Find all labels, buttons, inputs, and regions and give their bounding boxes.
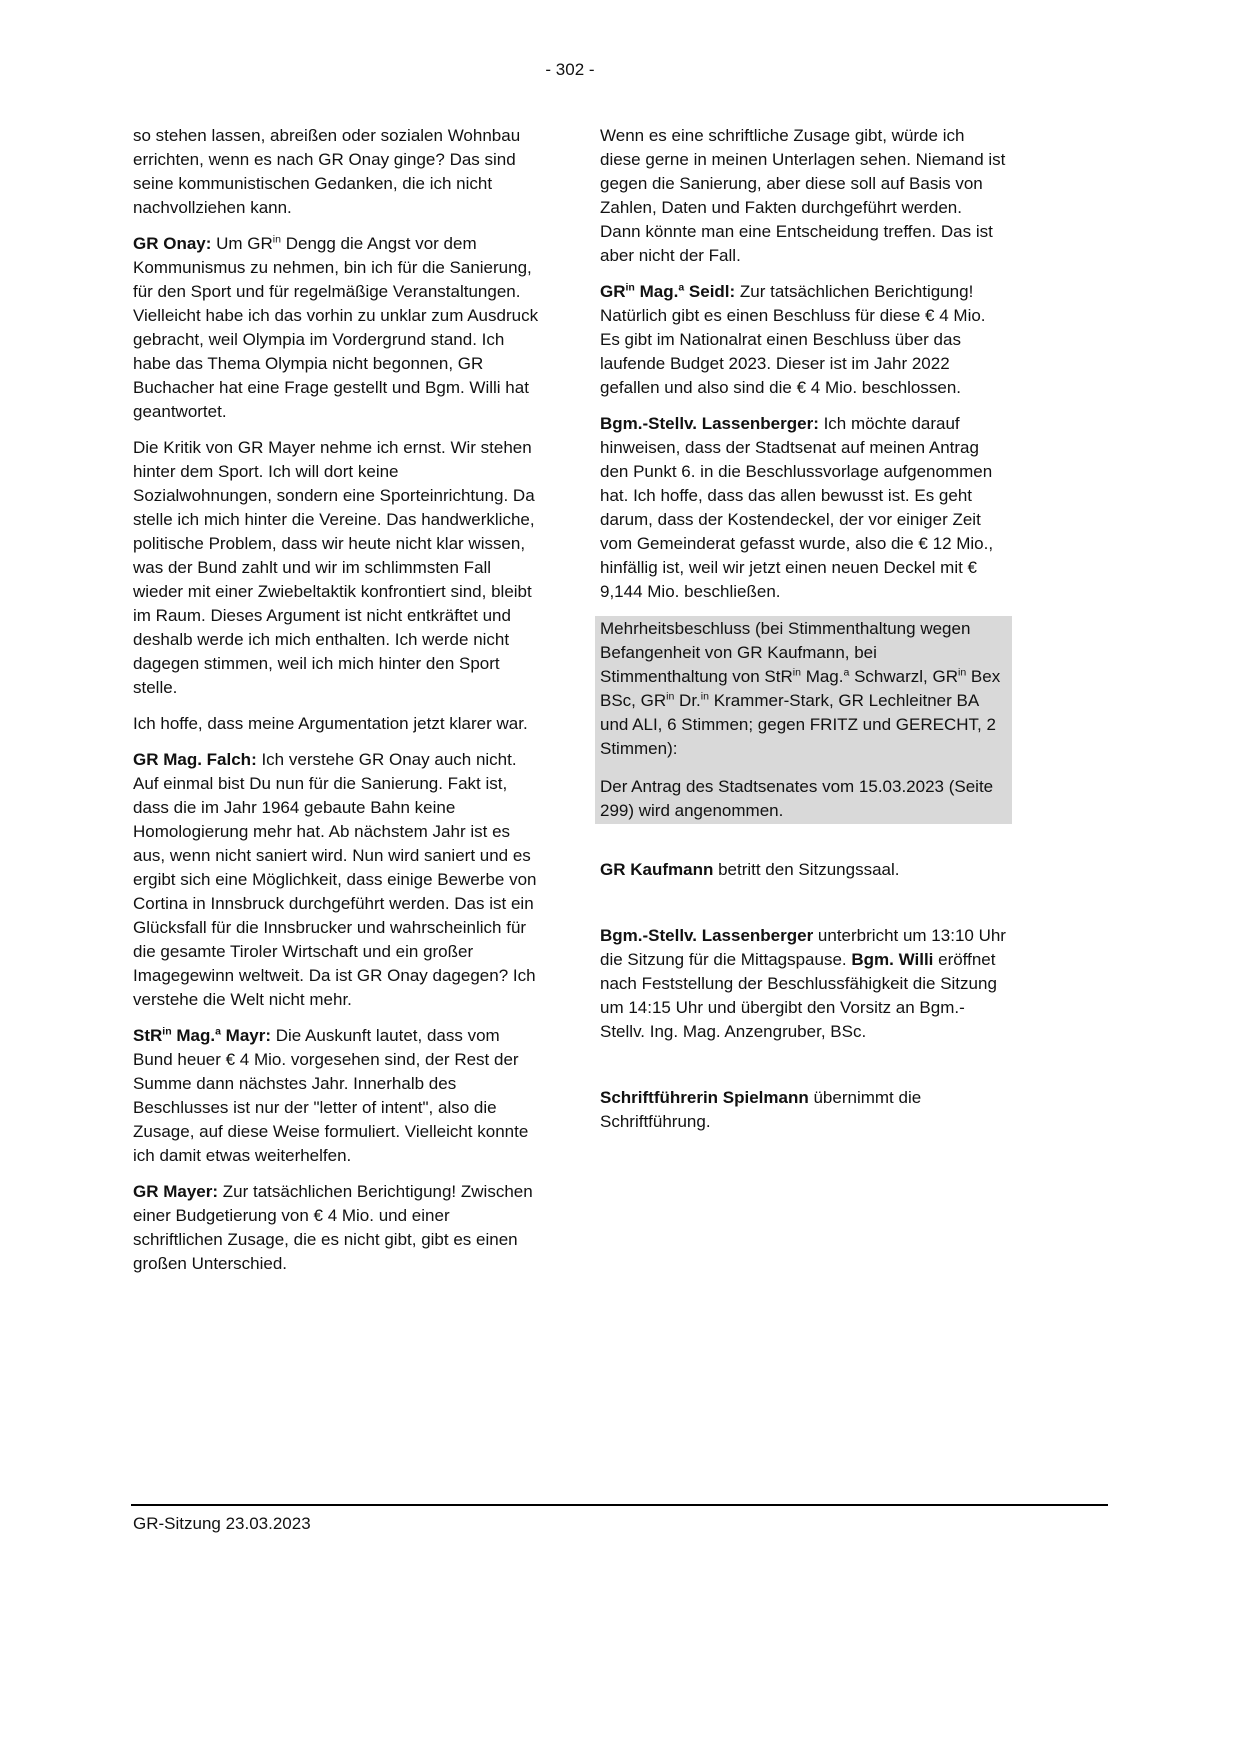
paragraph (600, 412, 1007, 604)
text-run: übernimmt die Schriftführung. (600, 1088, 922, 1131)
speaker-name: a (215, 1025, 221, 1038)
text-run: Mag. (800, 667, 844, 686)
paragraph (600, 1086, 1007, 1134)
speaker-name: Bgm.-Stellv. Lassenberger: (600, 414, 819, 433)
text-run: eröffnet nach Feststellung der Beschlussfähigkeit die Sitzung um 14:15 Uhr und übergibt den Vorsitz an Bgm.-Stellv. Ing. Mag. Anzengruber, BSc. (600, 950, 997, 1041)
speaker-name: Mayr: (220, 1026, 272, 1045)
content-columns (133, 124, 1007, 1288)
text-run: Um GR (211, 234, 273, 253)
paragraph (600, 924, 1007, 1044)
text-run: Zur tatsächlichen Berichtigung! Natürlich gibt es einen Beschluss für diese € 4 Mio. Es gibt im Nationalrat einen Beschluss über das laufende Budget 2023. Dieser ist im Jahr 2022 gefallen und also sind die € 4 Mio. beschlossen. (600, 282, 986, 397)
paragraph (133, 1180, 540, 1276)
superscript: in (700, 690, 709, 703)
page-number: - 302 - (545, 60, 595, 79)
text-run: Ich hoffe, dass meine Argumentation jetzt klarer war. (133, 714, 528, 733)
text-run: Mehrheitsbeschluss (bei Stimmenthaltung wegen Befangenheit von GR Kaufmann, bei Stimmenthaltung von StR (600, 619, 971, 686)
superscript: a (843, 666, 850, 679)
speaker-name: GR Onay: (133, 234, 212, 253)
paragraph (133, 1024, 540, 1168)
paragraph (133, 748, 540, 1012)
text-run: Zur tatsächlichen Berichtigung! Zwischen einer Budgetierung von € 4 Mio. und einer schriftlichen Zusage, die es nicht gibt, gibt es einen großen Unterschied. (133, 1182, 533, 1273)
speaker-name: in (162, 1025, 172, 1038)
speaker-name: Mag. (171, 1026, 216, 1045)
speaker-name: Schriftführerin Spielmann (600, 1088, 809, 1107)
text-run: Ich möchte darauf hinweisen, dass der Stadtsenat auf meinen Antrag den Punkt 6. in die Beschlussvorlage aufgenommen hat. Ich hoffe, dass das allen bewusst ist. Es geht darum, dass der Kostendeckel, der vor einiger Zeit vom Gemeinderat gefasst wurde, also die € 12 Mio., hinfällig ist, weil wir jetzt einen neuen Deckel mit € 9,144 Mio. beschließen. (600, 414, 994, 601)
right-column (600, 124, 1007, 1288)
speaker-name: Bgm. Willi (851, 950, 934, 969)
speaker-name: Seidl: (684, 282, 736, 301)
speaker-name: a (678, 281, 685, 294)
resolution-highlight-paragraph (595, 774, 1012, 824)
text-run: Wenn es eine schriftliche Zusage gibt, würde ich diese gerne in meinen Unterlagen sehen. Niemand ist gegen die Sanierung, aber diese soll auf Basis von Zahlen, Daten und Fakten durchgeführt werden. Dann könnte man eine Entscheidung treffen. Das ist aber nicht der Fall. (600, 126, 1006, 265)
superscript: in (958, 666, 967, 679)
text-run: Die Auskunft lautet, dass vom Bund heuer € 4 Mio. vorgesehen sind, der Rest der Summe dann nächstes Jahr. Innerhalb des Beschlusses ist nur der "letter of intent", also die Zusage, auf diese Weise formuliert. Vielleicht konnte ich damit etwas weiterhelfen. (133, 1026, 529, 1165)
superscript: in (272, 233, 281, 246)
text-run: Dr. (674, 691, 701, 710)
text-run: unterbricht um 13:10 Uhr die Sitzung für die Mittagspause. (600, 926, 1006, 969)
text-run: so stehen lassen, abreißen oder sozialen Wohnbau errichten, wenn es nach GR Onay ginge? Das sind seine kommunistischen Gedanken, die ich nicht nachvollziehen kann. (133, 126, 521, 217)
superscript: in (792, 666, 801, 679)
speaker-name: in (625, 281, 635, 294)
text-run: Schwarzl, GR (849, 667, 958, 686)
footer-divider (131, 1504, 1108, 1506)
paragraph (600, 124, 1007, 268)
paragraph (600, 858, 1007, 882)
paragraph (133, 712, 540, 736)
speaker-name: Mag. (634, 282, 679, 301)
text-run: Krammer-Stark, GR Lechleitner BA und ALI, 6 Stimmen; gegen FRITZ und GERECHT, 2 Stimmen): (600, 691, 996, 758)
text-run: Ich verstehe GR Onay auch nicht. Auf einmal bist Du nun für die Sanierung. Fakt ist, dass die im Jahr 1964 gebaute Bahn keine Homologierung mehr hat. Ab nächstem Jahr ist es aus, wenn nicht saniert wird. Nun wird saniert und es ergibt sich eine Möglichkeit, dass einige Bewerbe von Cortina in Innsbruck durchgeführt werden. Das ist ein Glücksfall für die Innsbrucker und wahrscheinlich für die gesamte Tiroler Wirtschaft und ein großer Imagegewinn weltweit. Da ist GR Onay dagegen? Ich verstehe die Welt nicht mehr. (133, 750, 537, 1009)
paragraph (133, 124, 540, 220)
text-run: Bex BSc, GR (600, 667, 1001, 710)
speaker-name: GR Mag. Falch: (133, 750, 257, 769)
paragraph (133, 436, 540, 700)
speaker-name: GR (600, 282, 626, 301)
paragraph (133, 232, 540, 424)
text-run: Der Antrag des Stadtsenates vom 15.03.2023 (Seite 299) wird angenommen. (600, 777, 994, 820)
speaker-name: StR (133, 1026, 163, 1045)
text-run: Die Kritik von GR Mayer nehme ich ernst. Wir stehen hinter dem Sport. Ich will dort keine Sozialwohnungen, sondern eine Sporteinrichtung. Da stelle ich mich hinter die Vereine. Das handwerkliche, politische Problem, dass wir heute nicht klar wissen, was der Bund zahlt und wir im schlimmsten Fall wieder mit einer Zwiebeltaktik konfrontiert sind, bleibt im Raum. Dieses Argument ist nicht entkräftet und deshalb werde ich mich enthalten. Ich werde nicht dagegen stimmen, weil ich mich hinter den Sport stelle. (133, 438, 535, 697)
left-column (133, 124, 540, 1288)
speaker-name: GR Kaufmann (600, 860, 714, 879)
resolution-highlight-paragraph (595, 616, 1012, 774)
text-run: Dengg die Angst vor dem Kommunismus zu nehmen, bin ich für die Sanierung, für den Sport und für regelmäßige Veranstaltungen. Vielleicht habe ich das vorhin zu unklar zum Ausdruck gebracht, weil Olympia im Vordergrund stand. Ich habe das Thema Olympia nicht begonnen, GR Buchacher hat eine Frage gestellt und Bgm. Willi hat geantwortet. (133, 234, 539, 421)
speaker-name: Bgm.-Stellv. Lassenberger (600, 926, 814, 945)
text-run: betritt den Sitzungssaal. (713, 860, 900, 879)
footer-text: GR-Sitzung 23.03.2023 (133, 1514, 311, 1533)
superscript: in (666, 690, 675, 703)
speaker-name: GR Mayer: (133, 1182, 219, 1201)
paragraph (600, 280, 1007, 400)
